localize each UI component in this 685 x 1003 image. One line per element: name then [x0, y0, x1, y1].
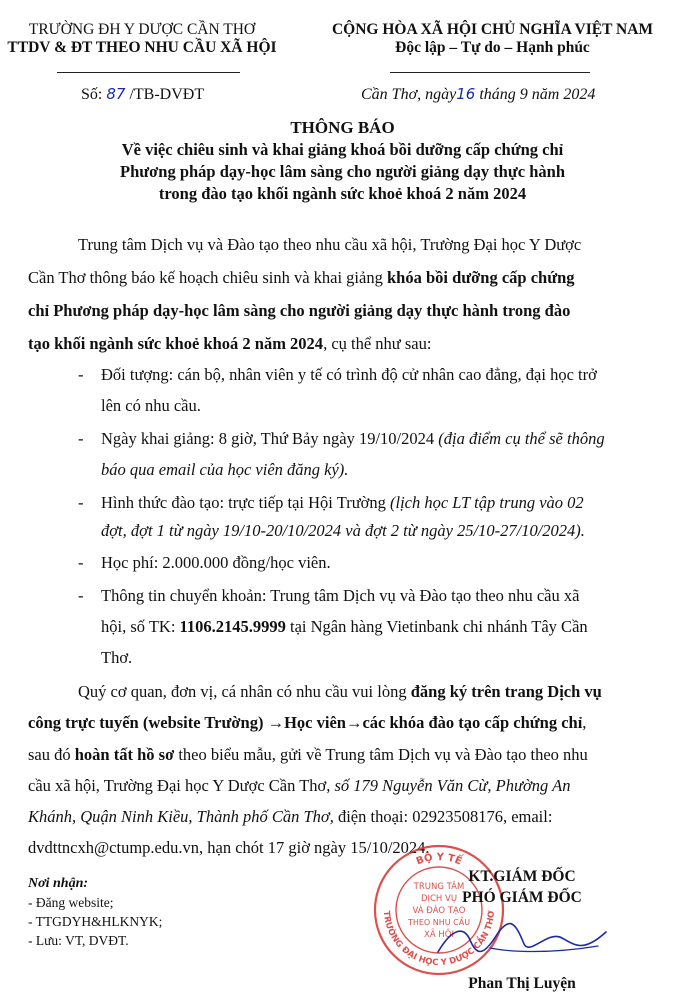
seal-center-line: TRUNG TÂM: [413, 882, 465, 892]
recipient-item: - TTGDYH&HLKNYK;: [28, 914, 163, 929]
intro-line-3: chỉ Phương pháp dạy-học lâm sàng cho người giảng dạy thực hành trong đào: [28, 301, 571, 320]
item-transfer-line-1: Thông tin chuyển khoản: Trung tâm Dịch vụ và Đào tạo theo nhu cầu xã: [101, 586, 580, 605]
intro-line-2: Cần Thơ thông báo kế hoạch chiêu sinh và khai giảng khóa bồi dưỡng cấp chứng: [28, 268, 575, 287]
document-date: Cần Thơ, ngày16 tháng 9 năm 2024: [361, 85, 596, 103]
recipients-heading: Nơi nhận:: [28, 876, 89, 891]
bullet-dash: -: [78, 365, 84, 384]
closing-line-6: dvdttncxh@ctump.edu.vn, hạn chót 17 giờ ngày 15/10/2024.: [28, 838, 430, 857]
item-fee-line: Học phí: 2.000.000 đồng/học viên.: [101, 553, 331, 572]
handwritten-number: 87: [106, 85, 126, 103]
item-transfer-line-2: hội, số TK: 1106.2145.9999 tại Ngân hàng Vietinbank chi nhánh Tây Cần: [101, 617, 588, 636]
seal-center-line: XÃ HỘI: [424, 930, 454, 940]
closing-line-3: sau đó hoàn tất hồ sơ theo biểu mẫu, gửi về Trung tâm Dịch vụ và Đào tạo theo nhu: [28, 745, 588, 764]
item-opening-line-2: báo qua email của học viên đăng ký).: [101, 460, 349, 479]
item-format-line-2: đợt, đợt 1 từ ngày 19/10-20/10/2024 và đợt 2 từ ngày 25/10-27/10/2024).: [101, 521, 585, 540]
bank-account-number: 1106.2145.9999: [179, 617, 286, 636]
recipient-item: - Đăng website;: [28, 895, 114, 910]
bullet-dash: -: [78, 429, 84, 448]
seal-center-line: THEO NHU CẦU: [407, 918, 471, 927]
bullet-dash: -: [78, 586, 84, 605]
org-name-university: TRƯỜNG ĐH Y DƯỢC CẦN THƠ: [28, 21, 256, 38]
bullet-dash: -: [78, 553, 84, 572]
bullet-dash: -: [78, 493, 84, 512]
seal-center-line: DỊCH VỤ: [420, 894, 458, 904]
header-right-rule: [390, 72, 590, 73]
intro-line-4: tạo khối ngành sức khoẻ khoá 2 năm 2024, cụ thể như sau:: [28, 334, 432, 353]
seal-ring-bottom: TRƯỜNG ĐẠI HỌC Y DƯỢC CẦN THƠ: [380, 910, 498, 969]
closing-line-2: công trực tuyến (website Trường) →Học viên→các khóa đào tạo cấp chứng chỉ,: [28, 713, 587, 732]
item-opening-line-1: Ngày khai giảng: 8 giờ, Thứ Bảy ngày 19/10/2024 (địa điểm cụ thể sẽ thông: [101, 429, 605, 448]
title-subject-line-2: Phương pháp dạy-học lâm sàng cho người giảng dạy thực hành: [119, 162, 565, 181]
title-subject-line-1: Về việc chiêu sinh và khai giảng khoá bồi dưỡng cấp chứng chỉ: [121, 140, 564, 159]
signer-name: Phan Thị Luyện: [468, 975, 576, 992]
handwritten-day: 16: [456, 85, 476, 103]
seal-ring-top: BỘ Y TẾ: [414, 851, 464, 868]
header-left-rule: [57, 72, 240, 73]
closing-line-1: Quý cơ quan, đơn vị, cá nhân có nhu cầu vui lòng đăng ký trên trang Dịch vụ: [78, 682, 602, 701]
signature-title-1: KT.GIÁM ĐỐC: [468, 868, 576, 885]
nation-motto: Độc lập – Tự do – Hạnh phúc: [395, 39, 590, 56]
signature-title-2: PHÓ GIÁM ĐỐC: [462, 889, 582, 906]
org-name-center: TTDV & ĐT THEO NHU CẦU XÃ HỘI: [7, 39, 277, 56]
recipient-item: - Lưu: VT, DVĐT.: [28, 933, 129, 948]
nation-title: CỘNG HÒA XÃ HỘI CHỦ NGHĨA VIỆT NAM: [331, 21, 654, 38]
closing-line-4: cầu xã hội, Trường Đại học Y Dược Cần Thơ, số 179 Nguyễn Văn Cừ, Phường An: [28, 776, 571, 795]
item-format-line-1: Hình thức đào tạo: trực tiếp tại Hội Trường (lịch học LT tập trung vào 02: [101, 493, 584, 512]
intro-line-1: Trung tâm Dịch vụ và Đào tạo theo nhu cầu xã hội, Trường Đại học Y Dược: [78, 235, 582, 254]
handwritten-signature: [430, 918, 620, 966]
document-number: Số: 87 /TB-DVĐT: [81, 85, 205, 103]
closing-line-5: Khánh, Quận Ninh Kiều, Thành phố Cần Thơ, điện thoại: 02923508176, email:: [28, 807, 553, 826]
title-subject-line-3: trong đào tạo khối ngành sức khoẻ khoá 2 năm 2024: [158, 184, 527, 203]
item-target-line-1: Đối tượng: cán bộ, nhân viên y tế có trình độ cử nhân cao đẳng, đại học trở: [101, 365, 597, 384]
document-title: THÔNG BÁO: [290, 118, 395, 137]
seal-center-line: VÀ ĐÀO TẠO: [412, 906, 466, 916]
item-transfer-line-3: Thơ.: [101, 648, 133, 667]
item-target-line-2: lên có nhu cầu.: [101, 396, 201, 415]
